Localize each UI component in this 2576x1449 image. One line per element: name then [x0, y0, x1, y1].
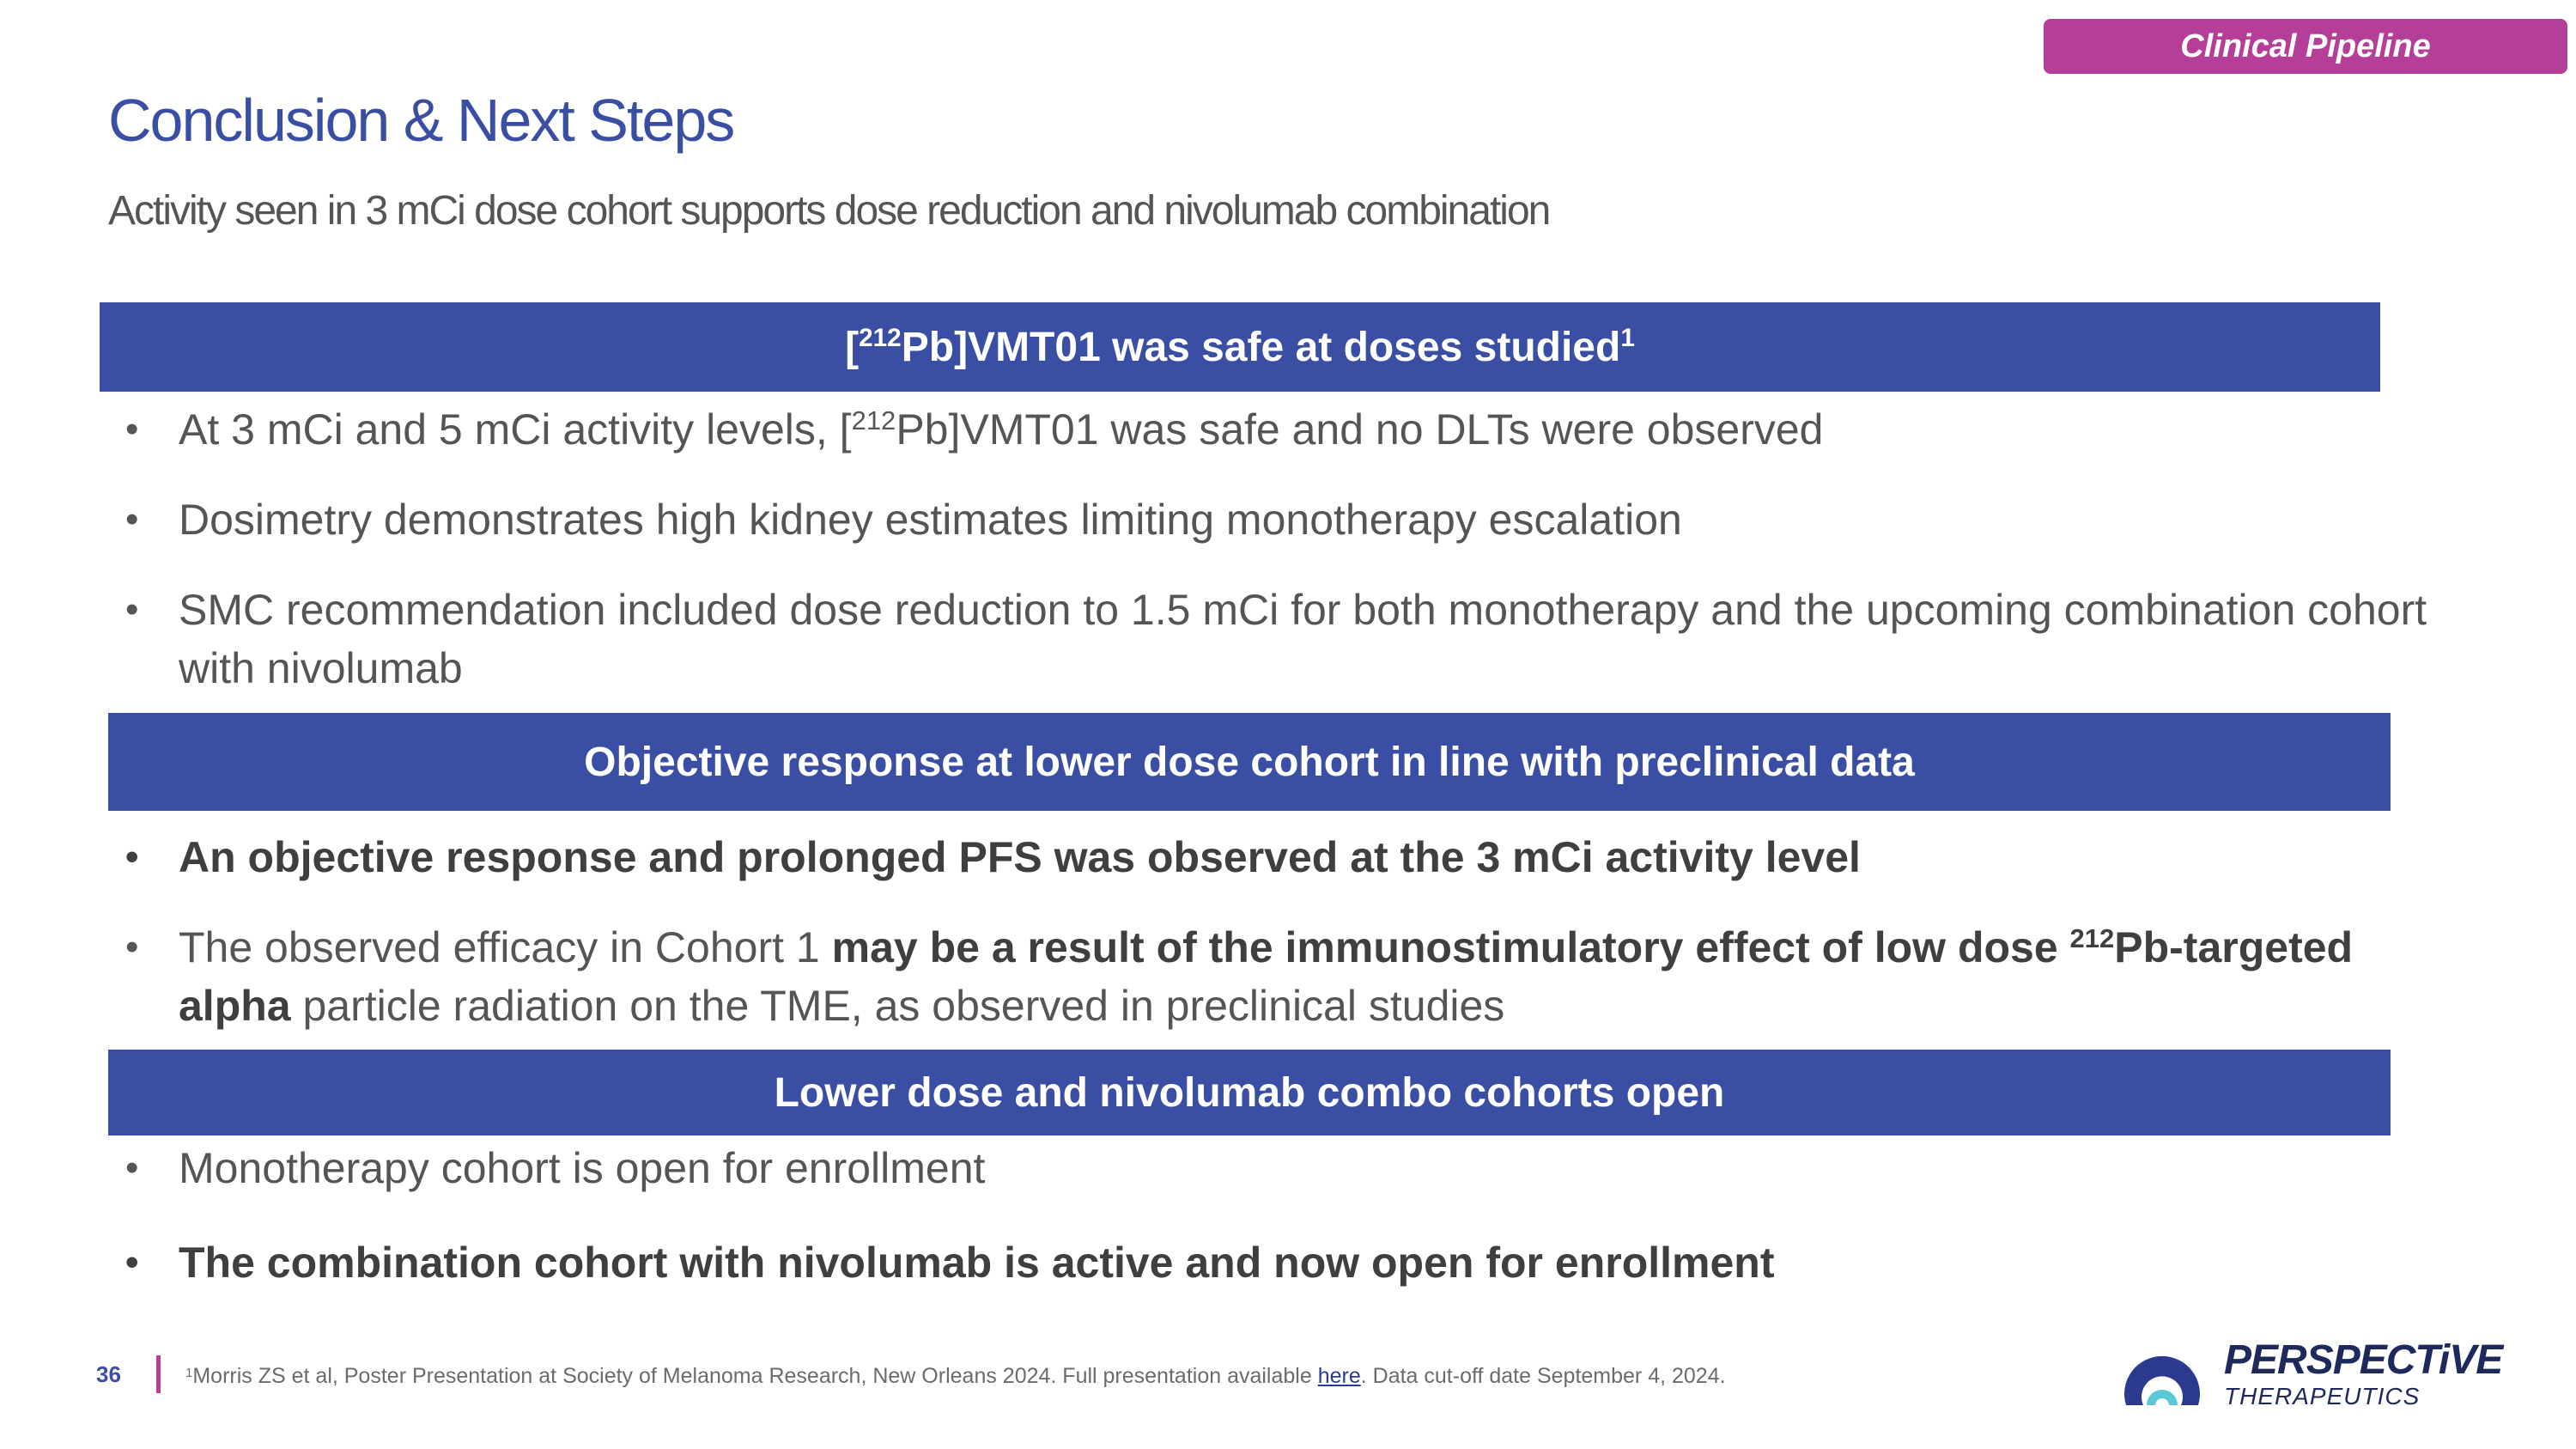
- logo-subtitle: THERAPEUTICS: [2224, 1383, 2421, 1409]
- page-number: 36: [96, 1361, 121, 1387]
- list-item: • The combination cohort with nivolumab is active and now open for enrollment: [125, 1239, 1775, 1287]
- section-tag: Clinical Pipeline: [2044, 19, 2567, 74]
- page-subtitle: Activity seen in 3 mCi dose cohort supports dose reduction and nivolumab combination: [108, 188, 1550, 234]
- page-title: Conclusion & Next Steps: [108, 87, 734, 154]
- section-banner-cohorts: [108, 1050, 2391, 1135]
- list-item: • An objective response and prolonged PFS was observed at the 3 mCi activity level: [125, 833, 1861, 881]
- footer-divider: [156, 1355, 161, 1393]
- banner-text: Objective response at lower dose cohort in line with preclinical data: [584, 739, 1915, 785]
- banner-text: [$^{212}$Pb]VMT01 was safe at doses studied$^1$: [845, 324, 1635, 370]
- list-item: • SMC recommendation included dose reduction to 1.5 mCi for both monotherapy and the upcoming combination cohort with nivolumab: [125, 586, 2427, 692]
- section-banner-safety: [100, 302, 2380, 392]
- logo-name: PERSPECTiVE: [2224, 1337, 2503, 1383]
- list-item: • Monotherapy cohort is open for enrollment: [125, 1144, 986, 1192]
- company-logo: [2117, 1330, 2503, 1416]
- section-banner-response: [108, 713, 2391, 811]
- banner-text: Lower dose and nivolumab combo cohorts open: [774, 1069, 1725, 1116]
- list-item: • The observed efficacy in Cohort 1 may be a result of the immunostimulatory effect of low dose $^{212}$Pb-targeted alpha particle radiation on the TME, as observed in preclinical studies: [125, 922, 2354, 1030]
- list-item: • At 3 mCi and 5 mCi activity levels, [$^{212}$Pb]VMT01 was safe and no DLTs were observed: [125, 405, 1824, 454]
- footnote-ref: 1: [1620, 324, 1635, 353]
- perspective-logo-icon: [2117, 1330, 2207, 1416]
- footnote: $^1$Morris ZS et al, Poster Presentation at Society of Melanoma Research, New Orleans 2024. Full presentation available here. Data cut-off date September 4, 2024.: [185, 1364, 1726, 1388]
- list-item: • Dosimetry demonstrates high kidney estimates limiting monotherapy escalation: [125, 496, 1682, 544]
- footnote-link[interactable]: here: [1317, 1364, 1361, 1388]
